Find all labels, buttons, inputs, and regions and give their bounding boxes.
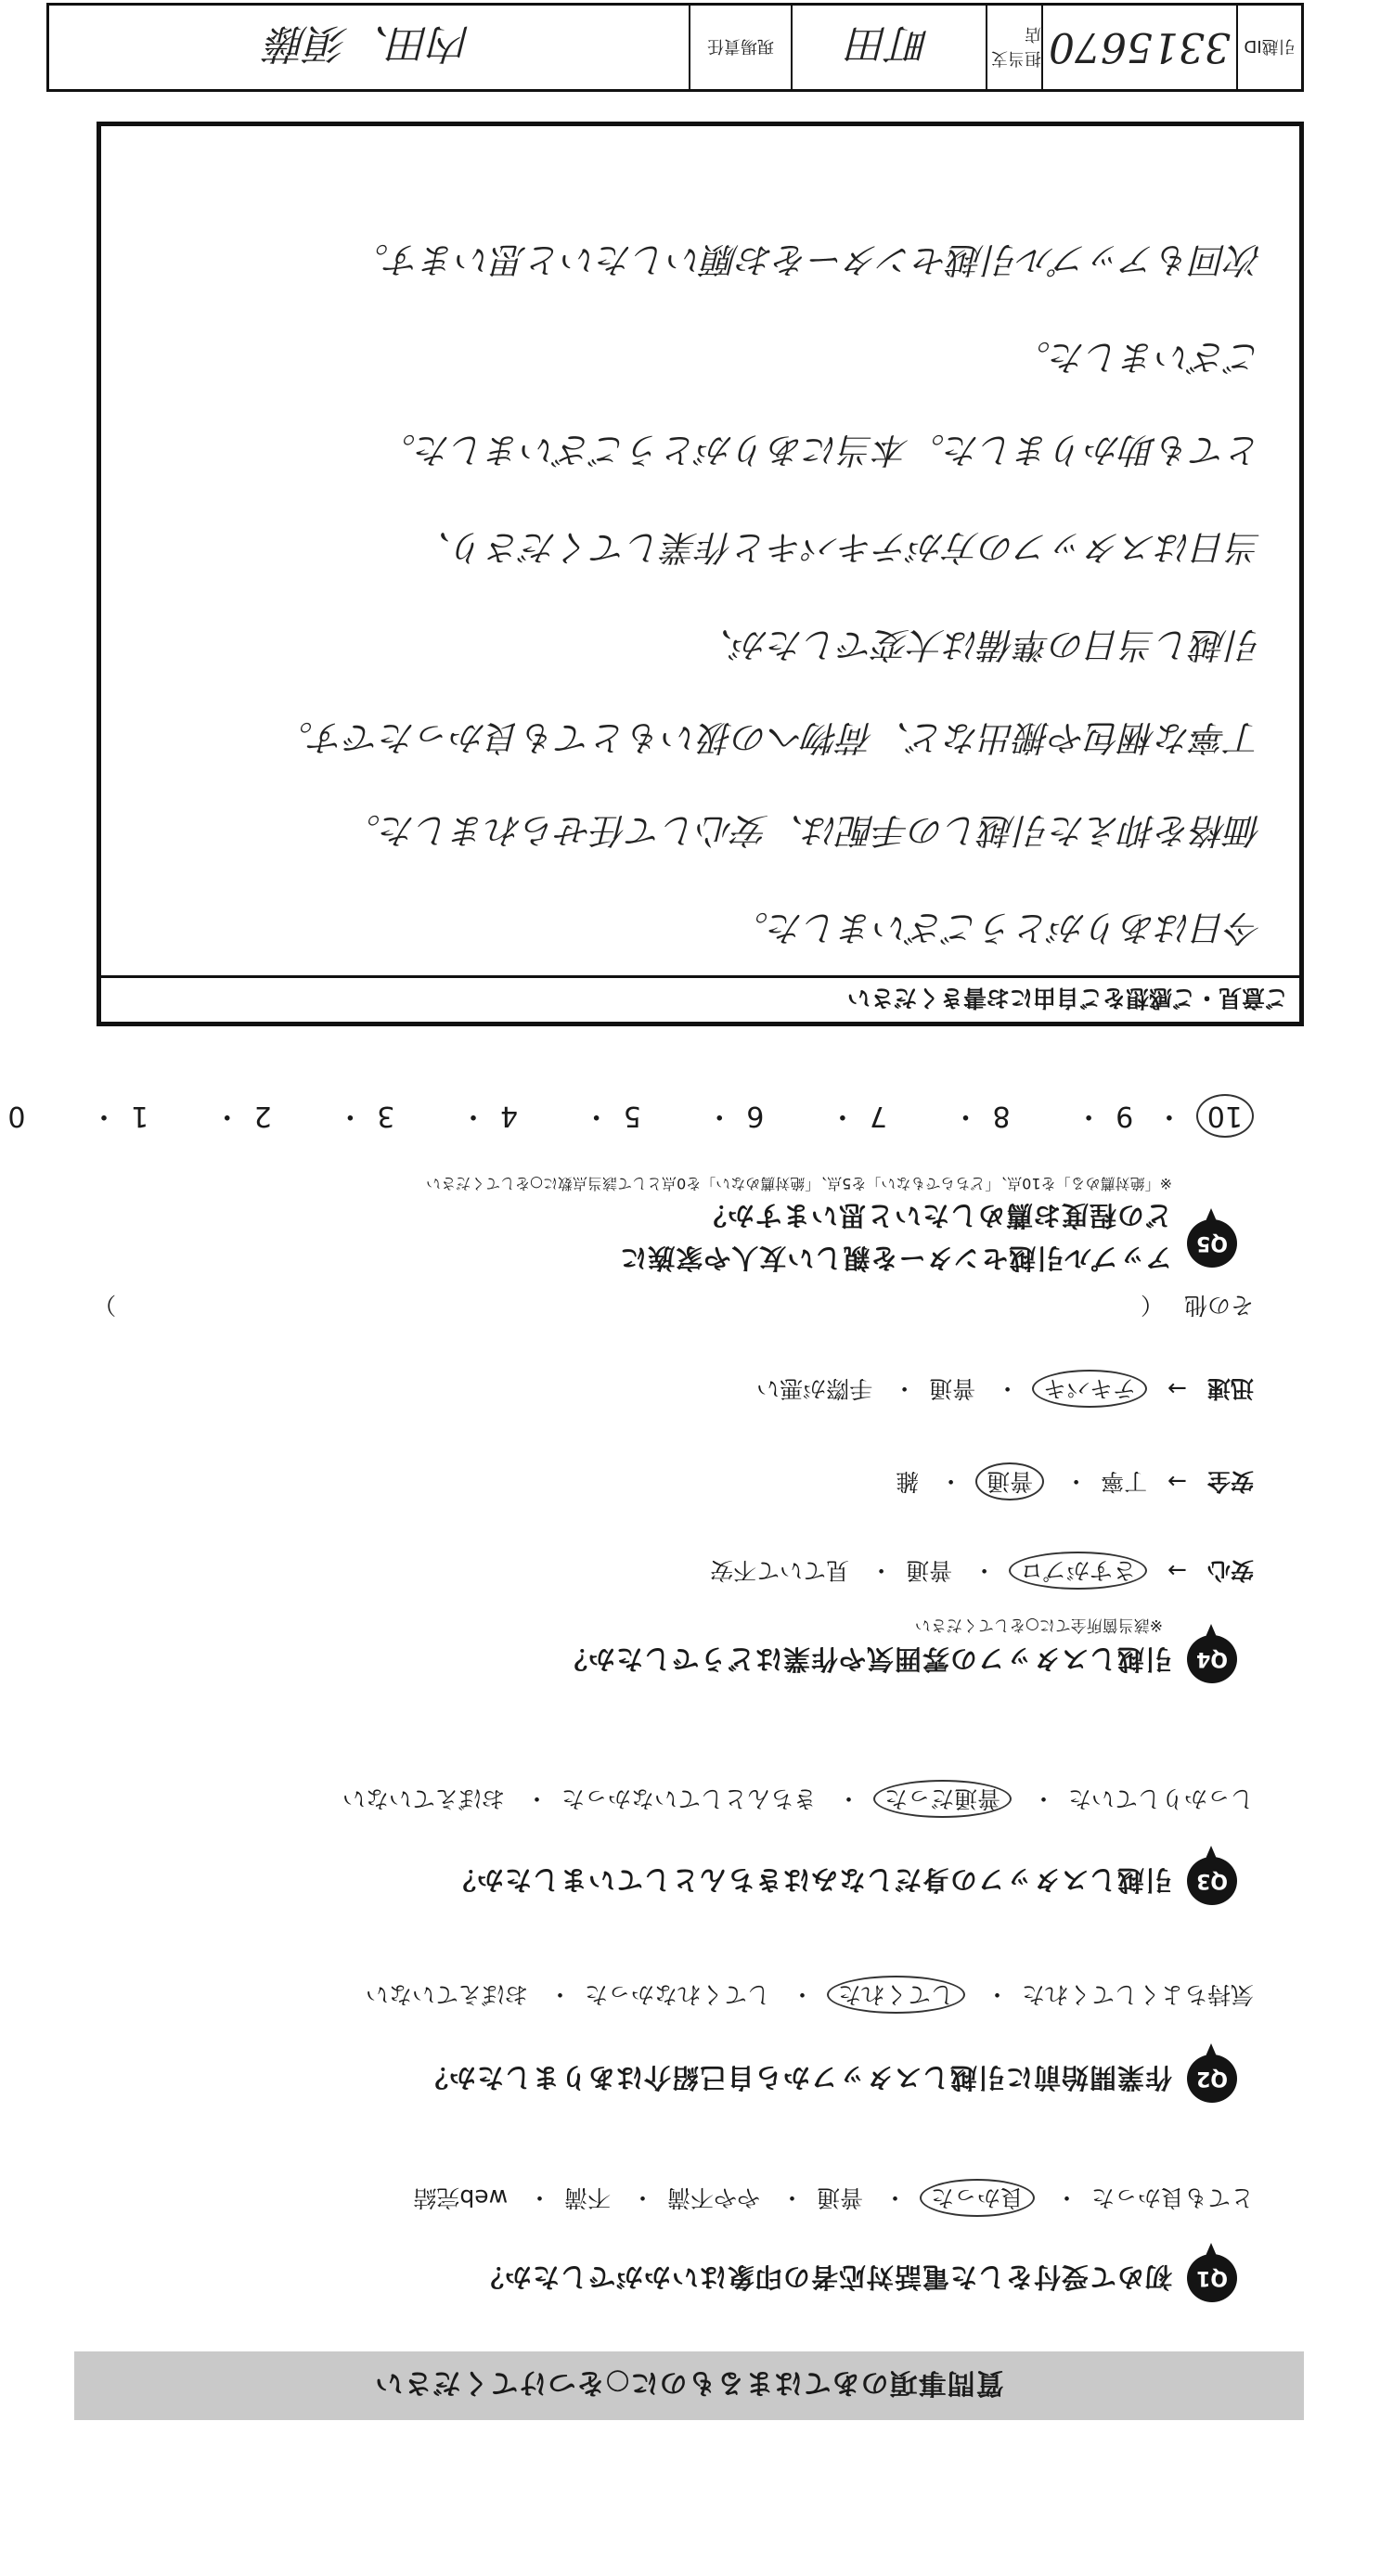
comment-line: 丁寧な梱包や搬出など、荷物への扱いもとても良かったです。 xyxy=(277,717,1262,758)
q5-score[interactable]: 7 xyxy=(869,1100,887,1132)
q5-score[interactable]: 0 xyxy=(7,1100,26,1132)
q1-options: とても良かった・ 良かった・ 普通・ やや不満・ 不満・ web完結 xyxy=(400,2183,1254,2216)
q2-option[interactable]: おぼえていない xyxy=(366,1981,529,2008)
comment-line: 次回もアップル引越センターをお願いしたいと思います。 xyxy=(353,239,1262,280)
q1-option[interactable]: web完結 xyxy=(413,2184,509,2211)
q4-row-label: 安心 xyxy=(1206,1557,1254,1584)
q4-option[interactable]: 雑 xyxy=(896,1468,920,1495)
q1-option[interactable]: 普通 xyxy=(817,2184,864,2211)
comment-line: 当日はスタッフの方がテキパキと作業してくださり、 xyxy=(415,527,1262,568)
q5-score[interactable]: 4 xyxy=(499,1100,519,1132)
arrow-icon: → xyxy=(1167,1557,1188,1584)
q3-badge: Q3 xyxy=(1187,1857,1237,1905)
q5-score[interactable]: 1 xyxy=(131,1100,149,1132)
comment-line: ございました。 xyxy=(1014,337,1262,378)
q4-row-label: 迅速 xyxy=(1206,1375,1254,1402)
branch-value: 町田 xyxy=(791,6,986,89)
q4-text: 引越しスタッフの雰囲気や作業はどうでしたか？ xyxy=(559,1643,1172,1675)
q5-score[interactable]: 6 xyxy=(746,1100,765,1132)
q4-option[interactable]: 普通 xyxy=(906,1557,953,1584)
comment-box[interactable] xyxy=(97,122,1304,1026)
q4-option-circled[interactable]: 普通 xyxy=(975,1462,1044,1501)
id-value: 3315670 xyxy=(1041,6,1236,89)
q2-option-circled[interactable]: してくれた xyxy=(827,1976,965,2014)
q5-score-circled[interactable]: 10 xyxy=(1196,1094,1254,1138)
q2-text: 作業開始前に引越しスタッフから自己紹介はありましたか？ xyxy=(419,2062,1172,2093)
q3-option[interactable]: おぼえていない xyxy=(342,1785,506,1812)
q3-option[interactable]: しっかりしていた xyxy=(1067,1785,1254,1812)
q4-option-circled[interactable]: さすがプロ xyxy=(1009,1552,1147,1590)
leader-label: 現場責任 xyxy=(689,6,791,89)
q4-badge: Q4 xyxy=(1187,1635,1237,1683)
q2-options: 気持ちよくしてくれた・ してくれた・ してくれなかった・ おぼえていない xyxy=(353,1979,1254,2013)
q5-badge: Q5 xyxy=(1187,1219,1237,1268)
branch-label: 担当支店 xyxy=(986,6,1041,89)
q4-row-jinsoku: 迅速 → テキパキ・ 普通・ 手際が悪い xyxy=(743,1373,1254,1407)
q4-row-label: 安全 xyxy=(1206,1468,1254,1495)
q4-other-open: （ xyxy=(1141,1292,1165,1319)
q2-option[interactable]: 気持ちよくしてくれた xyxy=(1021,1981,1254,2008)
arrow-icon: → xyxy=(1167,1468,1188,1495)
q3-text: 引越しスタッフの身だしなみはきちんとしていましたか？ xyxy=(447,1864,1172,1896)
q1-option-circled[interactable]: 良かった xyxy=(920,2179,1035,2217)
q4-other-label: その他 xyxy=(1183,1292,1254,1319)
comment-line: 引越し当日の準備は大変でしたが、 xyxy=(697,625,1262,665)
q4-option[interactable]: 手際が悪い xyxy=(756,1375,873,1402)
q5-text-line2: どの程度お薦めしたいと思いますか？ xyxy=(698,1200,1172,1231)
id-label: 引越ID xyxy=(1236,6,1301,89)
q2-option[interactable]: してくれなかった xyxy=(585,1981,771,2008)
q5-score[interactable]: 9 xyxy=(1116,1100,1134,1132)
q3-options: しっかりしていた・ 普通だった・ きちんとしていなかった・ おぼえていない xyxy=(329,1784,1254,1817)
q5-score[interactable]: 5 xyxy=(623,1100,641,1132)
comment-line: とても助かりました。本当にありがとうございました。 xyxy=(380,430,1262,470)
comment-line: 価格を抑えた引越しの手配は、安心して任せられました。 xyxy=(344,810,1262,851)
q4-option-circled[interactable]: テキパキ xyxy=(1032,1370,1147,1408)
q4-other-close: ） xyxy=(93,1292,117,1319)
q1-option[interactable]: とても良かった xyxy=(1090,2184,1254,2211)
q4-row-anshin: 安心 → さすがプロ・ 普通・ 見ていて不安 xyxy=(697,1555,1254,1589)
q5-score[interactable]: 8 xyxy=(992,1100,1011,1132)
q1-text: 初めて受付をした電話対応者の印象はいかがでしたか？ xyxy=(475,2261,1172,2293)
q4-note: ※該当箇所全てに○をしてください xyxy=(914,1616,1163,1634)
q4-option[interactable]: 丁寧 xyxy=(1101,1468,1148,1495)
q5-text-line1: アップル引越センターを親しい友人や家族に xyxy=(619,1243,1172,1274)
leader-value: 内田、須藤 xyxy=(266,19,471,67)
q5-scale: 10・ 9・ 8・ 7・ 6・ 5・ 4・ 3・ 2・ 1・ 0 xyxy=(0,1099,1254,1140)
comment-title: ご意見・ご感想をご自由にお書きください xyxy=(101,975,1299,1022)
q5-score[interactable]: 3 xyxy=(377,1100,395,1132)
q4-other xyxy=(66,1290,1254,1323)
comment-line: 今日はありがとうございました。 xyxy=(732,908,1262,948)
q5-note: ※「絶対薦める」を10点、「どちらでもない」を5点、「絶対薦めない」を0点として該当点数に○をしてください xyxy=(426,1175,1172,1192)
q1-option[interactable]: 不満 xyxy=(564,2184,612,2211)
q4-option[interactable]: 普通 xyxy=(929,1375,976,1402)
q4-row-anzen: 安全 → 丁寧・ 普通・ 雑 xyxy=(883,1466,1254,1500)
footer-table xyxy=(46,3,1304,92)
q3-option-circled[interactable]: 普通だった xyxy=(873,1780,1012,1818)
q1-badge: Q1 xyxy=(1187,2254,1237,2302)
instruction-banner: 質問事項のあてはまるものに○をつけてください xyxy=(74,2351,1304,2420)
q4-option[interactable]: 見ていて不安 xyxy=(710,1557,850,1584)
q1-option[interactable]: やや不満 xyxy=(667,2184,761,2211)
q5-score[interactable]: 2 xyxy=(253,1100,272,1132)
q2-badge: Q2 xyxy=(1187,2054,1237,2103)
arrow-icon: → xyxy=(1167,1375,1188,1402)
q3-option[interactable]: きちんとしていなかった xyxy=(561,1785,818,1812)
